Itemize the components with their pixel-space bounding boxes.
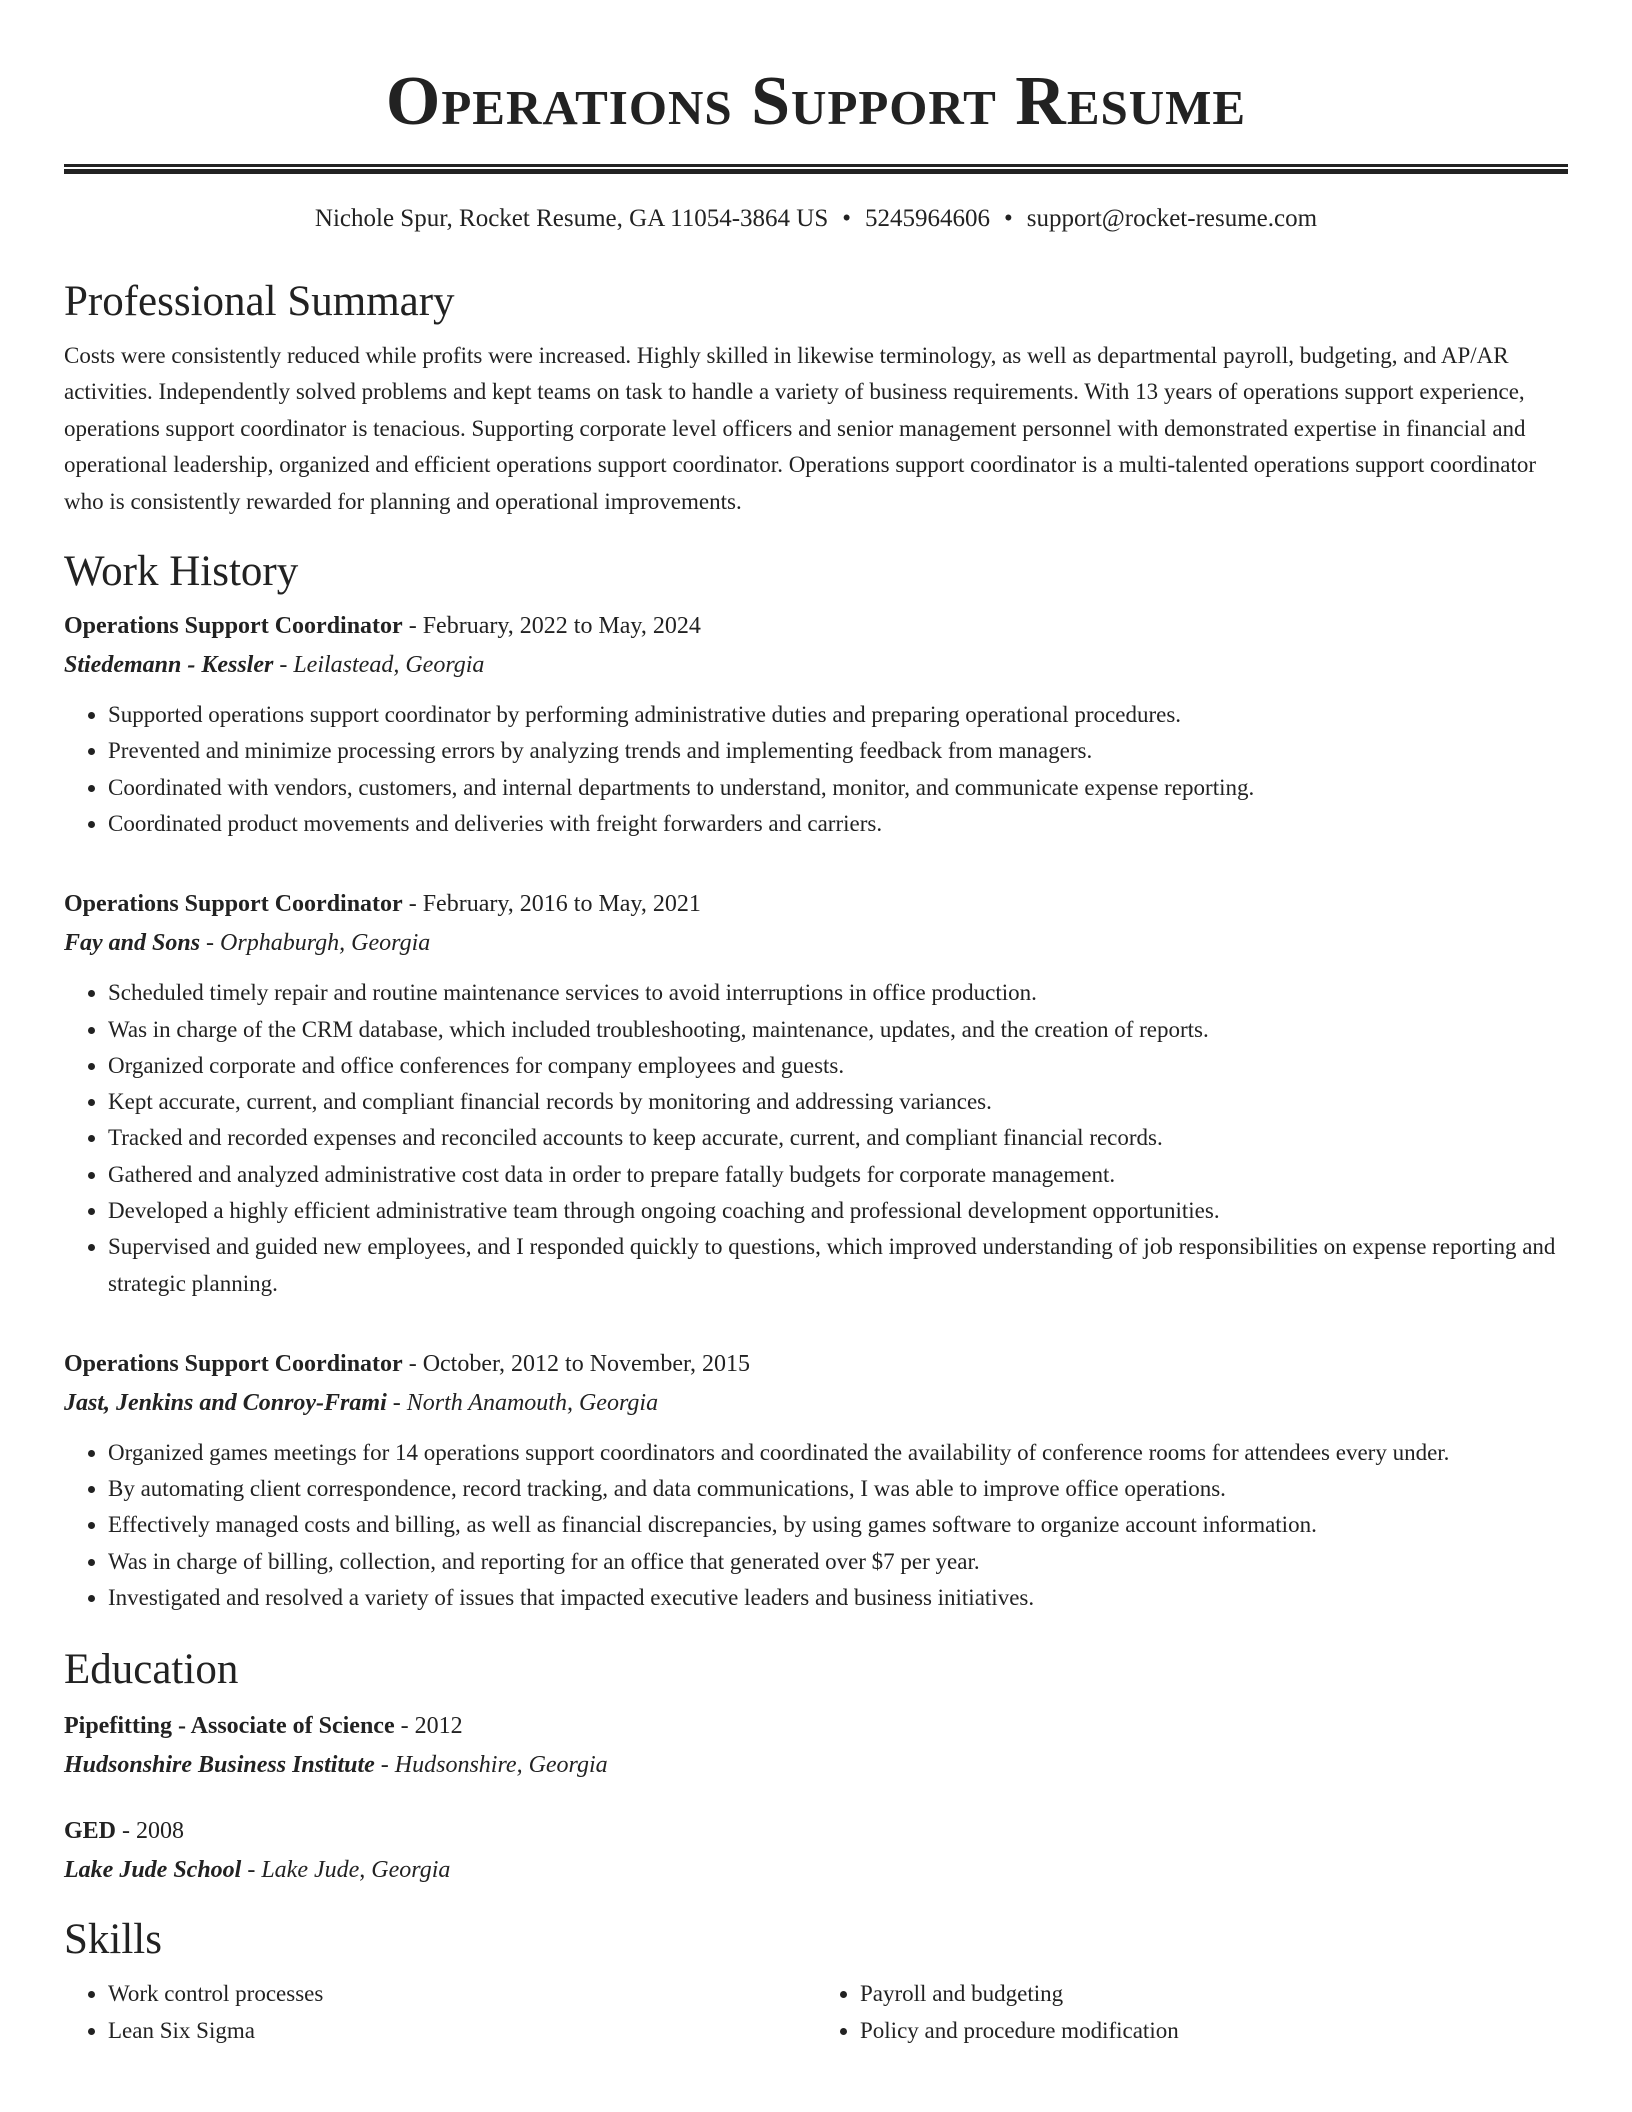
job-title-line [64, 608, 1568, 645]
degree-name: GED [64, 1818, 117, 1845]
job-location: - North Anamouth, Georgia [386, 1389, 659, 1416]
list-item: • Gathered and analyzed administrative cost data in order to prepare fatally budgets for corporate management. [108, 1157, 1568, 1193]
job-title-line [64, 886, 1568, 923]
skill-item: • Lean Six Sigma [108, 2013, 816, 2049]
degree-name: Pipefitting - Associate of Science [64, 1713, 395, 1740]
list-item: • Organized games meetings for 14 operations support coordinators and coordinated the availability of conference rooms for attendees every under. [108, 1435, 1568, 1471]
school-location: - Hudsonshire, Georgia [374, 1752, 608, 1779]
skills-list-left [64, 1976, 816, 2049]
list-item: • Was in charge of billing, collection, and reporting for an office that generated over $7 per year. [108, 1544, 1568, 1580]
job-company-line [64, 1383, 1568, 1423]
skill-item: • Payroll and budgeting [860, 1976, 1568, 2012]
list-item: • Organized corporate and office conferences for company employees and guests. [108, 1048, 1568, 1084]
school-location: - Lake Jude, Georgia [241, 1857, 451, 1884]
contact-separator: • [1004, 205, 1013, 232]
list-item: • Coordinated with vendors, customers, and internal departments to understand, monitor, and communicate expense reporting. [108, 770, 1568, 806]
skill-item: • Policy and procedure modification [860, 2013, 1568, 2049]
contact-line [64, 202, 1568, 236]
job-dates: - February, 2016 to May, 2021 [402, 891, 701, 918]
job-duties-list [64, 975, 1568, 1302]
list-item: • Developed a highly efficient administrative team through ongoing coaching and professional development opportunities. [108, 1193, 1568, 1229]
skills-heading: Skills [64, 1916, 162, 1964]
contact-separator: • [842, 205, 851, 232]
contact-address: Nichole Spur, Rocket Resume, GA 11054-3864 US [314, 205, 829, 232]
job-title-line [64, 1346, 1568, 1383]
degree-year: - 2012 [394, 1713, 463, 1740]
job-entry [64, 1346, 1568, 1616]
job-company: Fay and Sons [64, 930, 201, 957]
contact-email: support@rocket-resume.com [1026, 205, 1318, 232]
education-entry [64, 1708, 1568, 1785]
job-dates: - October, 2012 to November, 2015 [402, 1350, 751, 1377]
job-role: Operations Support Coordinator [64, 613, 403, 640]
skill-item: • Work control processes [108, 1976, 816, 2012]
job-entry [64, 886, 1568, 1302]
list-item: • Scheduled timely repair and routine maintenance services to avoid interruptions in office production. [108, 975, 1568, 1011]
job-entry [64, 608, 1568, 842]
work-history-heading: Work History [64, 548, 299, 596]
list-item: • Supervised and guided new employees, and I responded quickly to questions, which improved understanding of job responsibilities on expense reporting and strategic planning. [108, 1229, 1568, 1302]
summary-heading: Professional Summary [64, 278, 455, 325]
list-item: • By automating client correspondence, record tracking, and data communications, I was able to improve office operations. [108, 1471, 1568, 1507]
resume-title: Operations Support Resume [385, 63, 1247, 140]
job-duties-list [64, 697, 1568, 842]
education-heading: Education [64, 1646, 239, 1694]
list-item: • Kept accurate, current, and compliant financial records by monitoring and addressing variances. [108, 1084, 1568, 1120]
school-name: Lake Jude School [64, 1857, 242, 1884]
list-item: • Effectively managed costs and billing, as well as financial discrepancies, by using games software to organize account information. [108, 1507, 1568, 1543]
school-name: Hudsonshire Business Institute [64, 1752, 375, 1779]
job-location: - Orphaburgh, Georgia [200, 930, 431, 957]
degree-line [64, 1813, 1568, 1850]
job-company-line [64, 923, 1568, 963]
skills-columns [64, 1976, 1568, 2049]
job-company: Jast, Jenkins and Conroy-Frami [64, 1389, 387, 1416]
degree-year: - 2008 [116, 1818, 185, 1845]
list-item: • Coordinated product movements and deliveries with freight forwarders and carriers. [108, 806, 1568, 842]
school-line [64, 1745, 1568, 1785]
summary-text: Costs were consistently reduced while profits were increased. Highly skilled in likewise terminology, as well as departmental payroll, budgeting, and AP/AR activities. Independently solved problems and kept teams on task to handle a variety of business requirements. With 13 years of operations support experience, operations support coordinator is tenacious. Supporting corporate level officers and senior management personnel with demonstrated expertise in financial and operational leadership, organized and efficient operations support coordinator. Operations support coordinator is a multi-talented operations support coordinator who is consistently rewarded for planning and operational improvements. [64, 343, 1537, 514]
job-duties-list [64, 1435, 1568, 1616]
list-item: • Supported operations support coordinator by performing administrative duties and preparing operational procedures. [108, 697, 1568, 733]
list-item: • Was in charge of the CRM database, which included troubleshooting, maintenance, updates, and the creation of reports. [108, 1012, 1568, 1048]
list-item: • Investigated and resolved a variety of issues that impacted executive leaders and business initiatives. [108, 1580, 1568, 1616]
list-item: • Prevented and minimize processing errors by analyzing trends and implementing feedback from managers. [108, 733, 1568, 769]
job-dates: - February, 2022 to May, 2024 [402, 613, 701, 640]
list-item: • Tracked and recorded expenses and reconciled accounts to keep accurate, current, and compliant financial records. [108, 1120, 1568, 1156]
job-company: Stiedemann - Kessler [64, 652, 274, 679]
job-role: Operations Support Coordinator [64, 1350, 403, 1377]
school-line [64, 1850, 1568, 1890]
degree-line [64, 1708, 1568, 1745]
education-entry [64, 1813, 1568, 1890]
title-double-rule [64, 164, 1568, 174]
skills-list-right [816, 1976, 1568, 2049]
job-company-line [64, 645, 1568, 685]
contact-phone: 5245964606 [865, 205, 990, 232]
job-location: - Leilastead, Georgia [273, 652, 485, 679]
job-role: Operations Support Coordinator [64, 891, 403, 918]
